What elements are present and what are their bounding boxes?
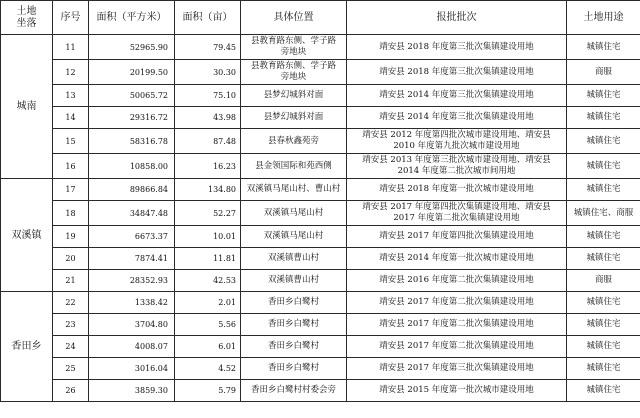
cell-use: 城镇住宅: [567, 380, 640, 402]
cell-no: 26: [53, 380, 89, 402]
cell-approval: 靖安县 2018 年度第一批次城市建设用地: [347, 179, 567, 201]
cell-location: 县教育路东侧、学子路 旁地块: [241, 35, 347, 60]
table-row: [1, 35, 640, 60]
table-row: [1, 201, 640, 226]
header-row: [1, 1, 640, 35]
cell-use: 城镇住宅: [567, 226, 640, 248]
header-approval: 报批批次: [347, 1, 567, 35]
cell-area-sqm: 58316.78: [89, 129, 175, 154]
cell-location: 香田乡白鹭村: [241, 314, 347, 336]
cell-use: 商服: [567, 60, 640, 85]
cell-location: 双溪镇马尾山村: [241, 201, 347, 226]
cell-area-mu: 2.01: [175, 292, 241, 314]
cell-no: 17: [53, 179, 89, 201]
cell-location: 香田乡白鹭村村委会旁: [241, 380, 347, 402]
cell-no: 23: [53, 314, 89, 336]
table-row: [1, 248, 640, 270]
cell-area-sqm: 3016.04: [89, 358, 175, 380]
cell-location: 香田乡白鹭村: [241, 292, 347, 314]
cell-area-mu: 42.53: [175, 270, 241, 292]
cell-no: 16: [53, 154, 89, 179]
header-no: 序号: [53, 1, 89, 35]
table-row: [1, 292, 640, 314]
cell-location: 香田乡白鹭村: [241, 358, 347, 380]
cell-approval: 靖安县 2016 年度第二批次集镇建设用地: [347, 270, 567, 292]
cell-location: 双溪镇曹山村: [241, 270, 347, 292]
cell-no: 19: [53, 226, 89, 248]
cell-area-sqm: 4008.07: [89, 336, 175, 358]
cell-approval: 靖安县 2017 年度第二批次集镇建设用地: [347, 292, 567, 314]
cell-approval: 靖安县 2014 年度第三批次集镇建设用地: [347, 107, 567, 129]
cell-area-mu: 6.01: [175, 336, 241, 358]
cell-location: 县教育路东侧、学子路 旁地块: [241, 60, 347, 85]
table-row: [1, 314, 640, 336]
table-row: [1, 226, 640, 248]
zone-cell: 香田乡: [1, 292, 53, 402]
cell-location: 双溪镇马尾山村、曹山村: [241, 179, 347, 201]
cell-approval: 靖安县 2012 年度第四批次城市建设用地、靖安县 2010 年度第九批次城市建设用地: [347, 129, 567, 154]
cell-area-mu: 43.98: [175, 107, 241, 129]
cell-area-mu: 16.23: [175, 154, 241, 179]
cell-area-sqm: 20199.50: [89, 60, 175, 85]
cell-approval: 靖安县 2017 年度第四批次集镇建设用地、靖安县 2017 年度第二批次集镇建设用地: [347, 201, 567, 226]
cell-use: 城镇住宅: [567, 35, 640, 60]
cell-use: 城镇住宅: [567, 314, 640, 336]
cell-area-mu: 30.30: [175, 60, 241, 85]
cell-use: 城镇住宅: [567, 248, 640, 270]
cell-location: 双溪镇曹山村: [241, 248, 347, 270]
table-row: [1, 358, 640, 380]
cell-no: 13: [53, 85, 89, 107]
cell-location: 县梦幻城斜对面: [241, 85, 347, 107]
table-row: [1, 154, 640, 179]
cell-use: 城镇住宅: [567, 292, 640, 314]
cell-no: 11: [53, 35, 89, 60]
cell-use: 城镇住宅: [567, 179, 640, 201]
cell-area-sqm: 34847.48: [89, 201, 175, 226]
cell-no: 20: [53, 248, 89, 270]
cell-area-sqm: 28352.93: [89, 270, 175, 292]
cell-use: 城镇住宅: [567, 154, 640, 179]
cell-approval: 靖安县 2013 年度第三批次城市建设用地、靖安县 2014 年度第二批次城市间用地: [347, 154, 567, 179]
header-zone: [1, 1, 53, 35]
cell-area-sqm: 10858.00: [89, 154, 175, 179]
header-use: 土地用途: [567, 1, 640, 35]
cell-area-sqm: 50065.72: [89, 85, 175, 107]
cell-no: 25: [53, 358, 89, 380]
cell-location: 双溪镇马尾山村: [241, 226, 347, 248]
zone-cell: 双溪镇: [1, 179, 53, 292]
cell-location: 县金领国际和苑西侧: [241, 154, 347, 179]
cell-location: 香田乡白鹭村: [241, 336, 347, 358]
header-zone-label: 土地 坐落: [16, 5, 37, 29]
cell-use: 城镇住宅: [567, 358, 640, 380]
cell-no: 24: [53, 336, 89, 358]
cell-use: 城镇住宅、商服: [567, 201, 640, 226]
table-row: [1, 336, 640, 358]
cell-area-sqm: 3859.30: [89, 380, 175, 402]
table-row: [1, 85, 640, 107]
cell-use: 城镇住宅: [567, 129, 640, 154]
cell-area-mu: 5.56: [175, 314, 241, 336]
cell-no: 21: [53, 270, 89, 292]
cell-approval: 靖安县 2015 年度第一批次城市建设用地: [347, 380, 567, 402]
cell-area-mu: 10.01: [175, 226, 241, 248]
cell-area-mu: 79.45: [175, 35, 241, 60]
cell-no: 22: [53, 292, 89, 314]
cell-area-mu: 4.52: [175, 358, 241, 380]
table-row: [1, 380, 640, 402]
cell-approval: 靖安县 2017 年度第二批次集镇建设用地: [347, 314, 567, 336]
cell-use: 商服: [567, 270, 640, 292]
cell-approval: 靖安县 2017 年度第四批次集镇建设用地: [347, 226, 567, 248]
cell-area-sqm: 7874.41: [89, 248, 175, 270]
cell-area-sqm: 3704.80: [89, 314, 175, 336]
table-row: [1, 60, 640, 85]
header-location: 具体位置: [241, 1, 347, 35]
cell-approval: 靖安县 2014 年度第一批次城市建设用地: [347, 248, 567, 270]
cell-approval: 靖安县 2018 年度第三批次集镇建设用地: [347, 60, 567, 85]
header-area-mu: 面积（亩）: [175, 1, 241, 35]
cell-area-mu: 87.48: [175, 129, 241, 154]
cell-location: 县春秋鑫苑旁: [241, 129, 347, 154]
cell-area-mu: 11.81: [175, 248, 241, 270]
cell-approval: 靖安县 2018 年度第三批次集镇建设用地: [347, 35, 567, 60]
header-area-sqm: 面积（平方米）: [89, 1, 175, 35]
zone-cell: 城南: [1, 35, 53, 179]
cell-area-sqm: 89866.84: [89, 179, 175, 201]
table-row: [1, 129, 640, 154]
cell-use: 城镇住宅: [567, 336, 640, 358]
table-row: [1, 270, 640, 292]
cell-approval: 靖安县 2017 年度第二批次集镇建设用地: [347, 336, 567, 358]
cell-area-sqm: 1338.42: [89, 292, 175, 314]
cell-area-sqm: 29316.72: [89, 107, 175, 129]
cell-no: 18: [53, 201, 89, 226]
table-body: [1, 35, 640, 402]
cell-area-mu: 134.80: [175, 179, 241, 201]
cell-no: 14: [53, 107, 89, 129]
cell-area-mu: 52.27: [175, 201, 241, 226]
cell-area-sqm: 52965.90: [89, 35, 175, 60]
cell-no: 12: [53, 60, 89, 85]
table-row: [1, 179, 640, 201]
cell-area-mu: 5.79: [175, 380, 241, 402]
cell-use: 城镇住宅: [567, 107, 640, 129]
cell-approval: 靖安县 2014 年度第三批次集镇建设用地: [347, 85, 567, 107]
cell-approval: 靖安县 2017 年度第三批次集镇建设用地: [347, 358, 567, 380]
cell-location: 县梦幻城斜对面: [241, 107, 347, 129]
table-row: [1, 107, 640, 129]
cell-area-mu: 75.10: [175, 85, 241, 107]
cell-no: 15: [53, 129, 89, 154]
cell-use: 城镇住宅: [567, 85, 640, 107]
cell-area-sqm: 6673.37: [89, 226, 175, 248]
